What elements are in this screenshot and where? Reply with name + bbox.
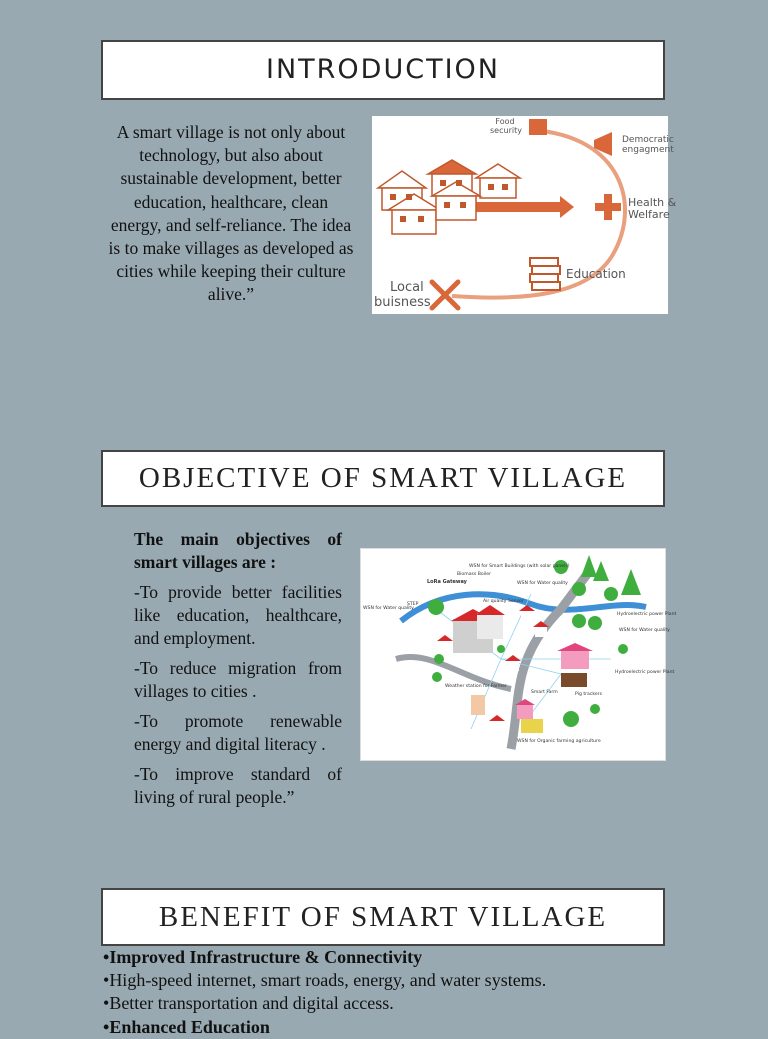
benefit-item bbox=[103, 946, 703, 969]
bullet: • bbox=[103, 1016, 110, 1037]
objective-lead: The main objectives of smart villages are : bbox=[134, 529, 342, 572]
label-local: Local bbox=[390, 280, 424, 295]
label-engagment: engagment bbox=[622, 145, 674, 155]
smart-village-diagram bbox=[372, 116, 677, 314]
map-label-hydro-2: Hydroelectric power Plant bbox=[615, 670, 675, 675]
bullet: • bbox=[103, 947, 110, 967]
map-label-wsn-water-3: WSN for Water quality bbox=[619, 628, 670, 633]
map-label-air: Air quality Sensor bbox=[483, 599, 524, 604]
label-food: Food bbox=[495, 117, 515, 126]
benefit-item-text: Enhanced Education bbox=[109, 1016, 270, 1037]
map-label-organic: WSN for Organic farming agriculture bbox=[517, 739, 601, 744]
bullet: • bbox=[103, 970, 110, 991]
map-label-lora: LoRa Gateway bbox=[427, 579, 467, 585]
benefit-item-text: High-speed internet, smart roads, energy, and water systems. bbox=[109, 970, 547, 991]
benefit-item-text: Better transportation and digital access. bbox=[109, 993, 394, 1014]
map-label-weather: Weather station for Farmer bbox=[445, 684, 507, 689]
benefit-item bbox=[103, 1016, 703, 1039]
books-icon bbox=[530, 258, 560, 290]
map-label-wsn-buildings: WSN for Smart Buildings (with solar panels) bbox=[469, 564, 570, 569]
label-health: Health & bbox=[628, 196, 677, 209]
label-welfare: Welfare bbox=[628, 208, 670, 221]
bullet: • bbox=[103, 993, 110, 1014]
label-buisness: buisness bbox=[374, 295, 431, 310]
objective-point-2: -To reduce migration from villages to cities . bbox=[134, 658, 342, 701]
benefit-item-text: Improved Infrastructure & Connectivity bbox=[109, 947, 423, 967]
smart-village-map bbox=[360, 548, 677, 761]
objective-point-1: -To provide better facilities like education, healthcare, and employment. bbox=[134, 582, 342, 648]
benefit-list bbox=[103, 946, 703, 1039]
map-label-wsn-water-1: WSN for Water quality bbox=[517, 581, 568, 586]
label-education: Education bbox=[566, 267, 626, 281]
map-label-step: STEP bbox=[407, 602, 419, 607]
health-cross-icon bbox=[595, 194, 621, 220]
objective-text bbox=[134, 528, 342, 816]
objective-title: OBJECTIVE OF SMART VILLAGE bbox=[101, 450, 665, 507]
label-democratic: Democratic bbox=[622, 135, 674, 145]
benefit-item bbox=[103, 969, 703, 992]
map-label-hydro-1: Hydroelectric power Plant bbox=[617, 612, 677, 617]
introduction-title: INTRODUCTION bbox=[101, 40, 665, 100]
objective-point-3: -To promote renewable energy and digital literacy . bbox=[134, 711, 342, 754]
objective-point-4: -To improve standard of living of rural people.” bbox=[134, 764, 342, 807]
benefit-title: BENEFIT OF SMART VILLAGE bbox=[101, 888, 665, 946]
benefit-item bbox=[103, 992, 703, 1015]
map-label-biomass: Biomass Boiler bbox=[457, 572, 492, 577]
label-security: security bbox=[490, 126, 522, 135]
map-label-smart-farm: Smart Farm bbox=[531, 690, 558, 695]
introduction-paragraph: A smart village is not only about technology, but also about sustainable development, better education, healthcare, clean energy, and self-reliance. The idea is to make villages as developed as cities while keeping their culture alive.” bbox=[108, 122, 354, 305]
map-label-pig: Pig trackers bbox=[575, 692, 602, 697]
map-label-wsn-water-2: WSN for Water quality bbox=[363, 606, 414, 611]
